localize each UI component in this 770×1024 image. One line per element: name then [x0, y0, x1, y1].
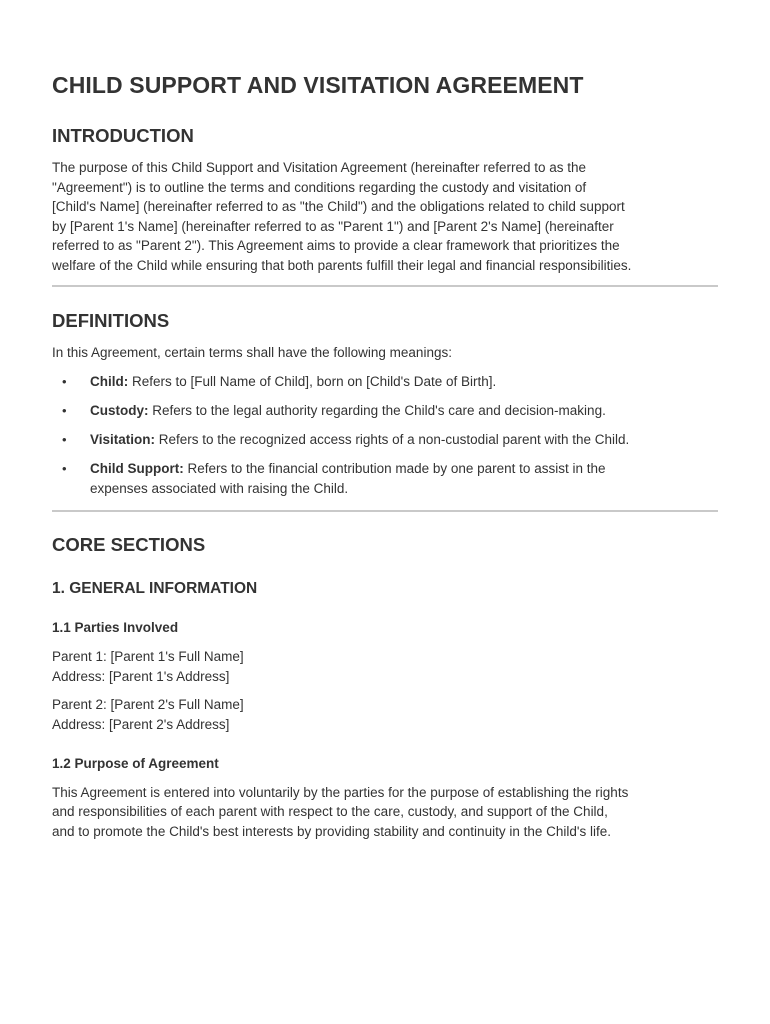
parent-2-address: Address: [Parent 2's Address] — [52, 716, 230, 732]
bullet-icon: • — [62, 374, 67, 390]
parent-1-block — [52, 647, 722, 686]
purpose-line: and to promote the Child's best interests by providing stability and continuity in the Child's life. — [52, 823, 611, 839]
general-information-heading: 1. GENERAL INFORMATION — [52, 580, 258, 598]
parent-1-name: Parent 1: [Parent 1's Full Name] — [52, 649, 244, 665]
definition-item — [52, 372, 722, 392]
introduction-line: welfare of the Child while ensuring that both parents fulfill their legal and financial responsibilities. — [52, 257, 632, 273]
definition-term: Visitation: — [90, 432, 156, 448]
purpose-heading: 1.2 Purpose of Agreement — [52, 755, 219, 771]
purpose-line: and responsibilities of each parent with respect to the care, custody, and support of the Child, — [52, 804, 608, 820]
introduction-heading: INTRODUCTION — [52, 125, 194, 146]
core-sections-heading: CORE SECTIONS — [52, 534, 206, 556]
introduction-paragraph — [52, 158, 722, 276]
bullet-icon: • — [62, 403, 67, 419]
definition-term: Custody: — [90, 403, 149, 419]
definition-text: Refers to the legal authority regarding the Child's care and decision-making. — [148, 403, 606, 419]
parent-2-block — [52, 695, 722, 734]
definition-text: Refers to the financial contribution made by one parent to assist in the — [183, 461, 606, 477]
definitions-intro: In this Agreement, certain terms shall have the following meanings: — [52, 344, 452, 360]
purpose-line: This Agreement is entered into voluntarily by the parties for the purpose of establishing the rights — [52, 784, 629, 800]
bullet-icon: • — [62, 432, 67, 448]
definition-text-continued: expenses associated with raising the Child. — [90, 481, 349, 497]
parties-involved-heading: 1.1 Parties Involved — [52, 620, 179, 636]
introduction-line: referred to as "Parent 2"). This Agreement aims to provide a clear framework that prioritizes the — [52, 238, 620, 254]
document-content — [52, 70, 722, 841]
introduction-line: The purpose of this Child Support and Visitation Agreement (hereinafter referred to as the — [52, 160, 587, 175]
definition-item — [52, 401, 722, 421]
parent-2-name: Parent 2: [Parent 2's Full Name] — [52, 697, 244, 713]
definition-term: Child: — [90, 374, 129, 390]
purpose-paragraph — [52, 783, 722, 842]
definition-text: Refers to [Full Name of Child], born on [Child's Date of Birth]. — [128, 374, 497, 390]
definition-text: Refers to the recognized access rights of a non-custodial parent with the Child. — [155, 432, 630, 448]
definition-item — [52, 459, 722, 498]
definition-term: Child Support: — [90, 461, 184, 477]
introduction-line: by [Parent 1's Name] (hereinafter referred to as "Parent 1") and [Parent 2's Name] (hereinafter — [52, 218, 614, 234]
introduction-line: [Child's Name] (hereinafter referred to as "the Child") and the obligations related to child support — [52, 199, 625, 215]
parent-1-address: Address: [Parent 1's Address] — [52, 668, 230, 684]
definitions-list — [52, 372, 722, 498]
definition-item — [52, 430, 722, 450]
introduction-line: "Agreement") is to outline the terms and conditions regarding the custody and visitation of — [52, 179, 587, 195]
document-title: CHILD SUPPORT AND VISITATION AGREEMENT — [52, 72, 584, 98]
bullet-icon: • — [62, 461, 67, 477]
definitions-heading: DEFINITIONS — [52, 309, 170, 331]
